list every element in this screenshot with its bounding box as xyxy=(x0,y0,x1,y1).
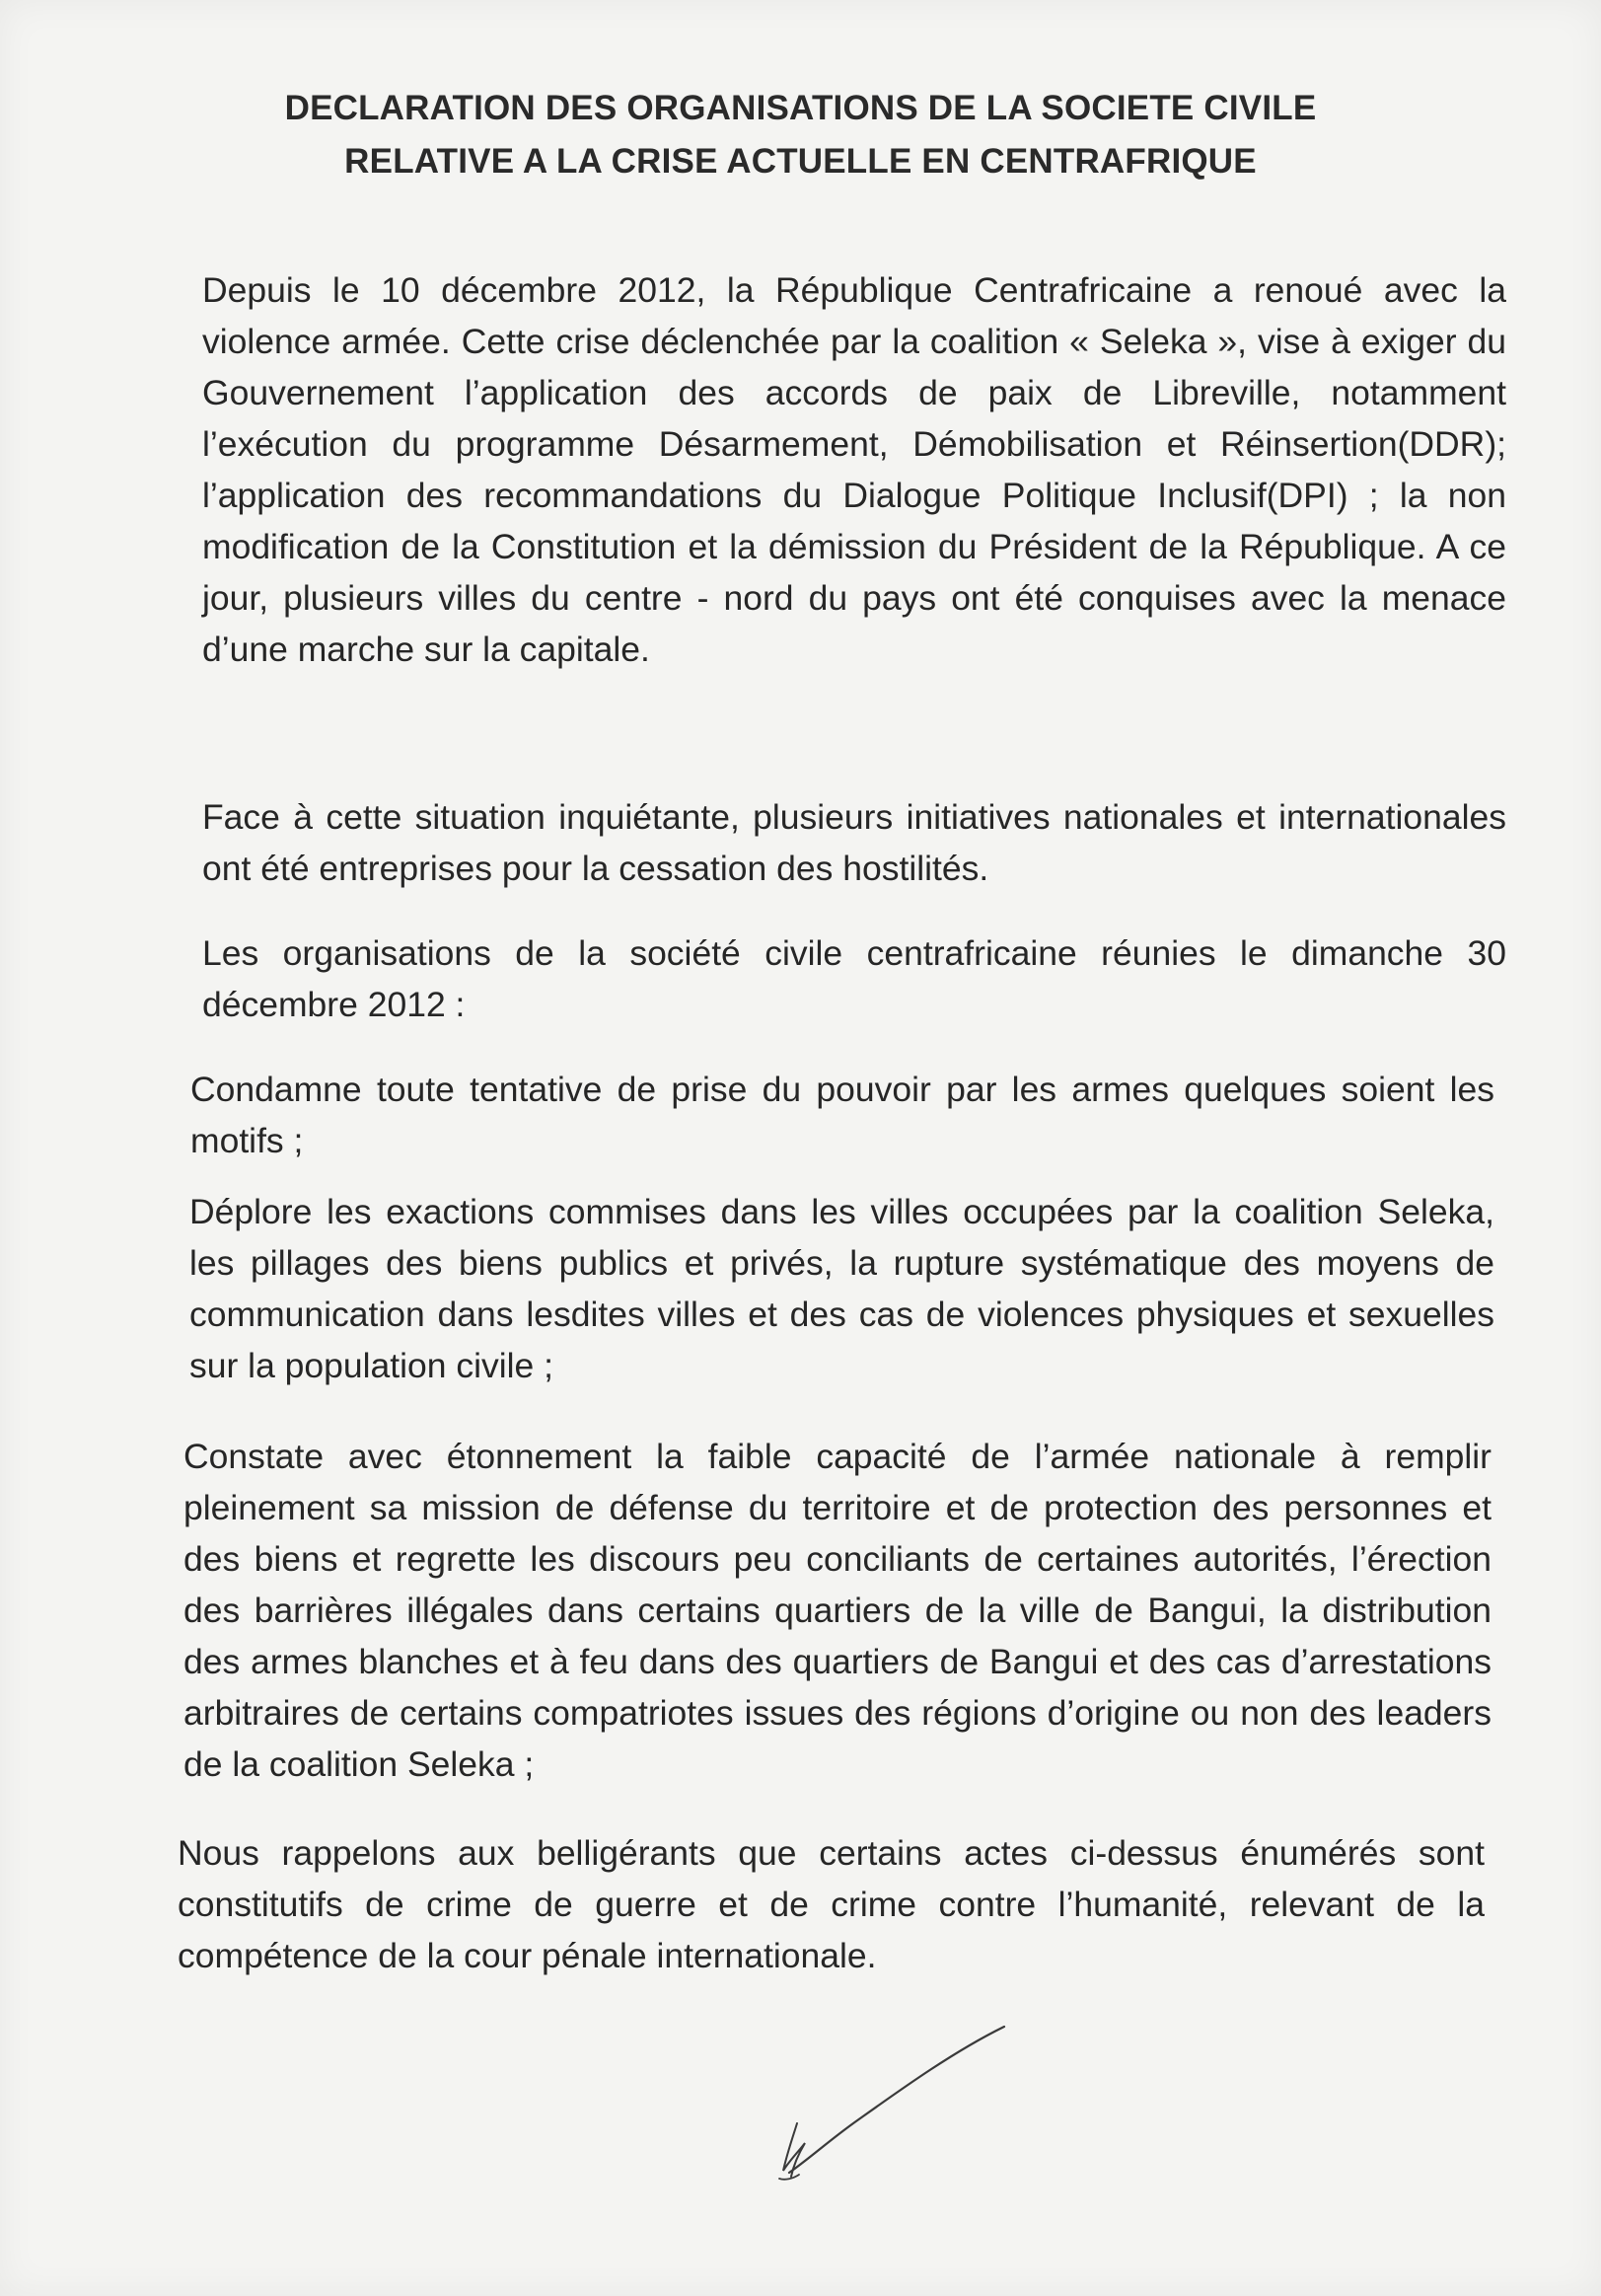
paragraph-context: Depuis le 10 décembre 2012, la République Centrafricaine a renoué avec la violence armée. Cette crise déclenchée par la coalition « Seleka », vise à exiger du Gouvernement l’application des accords de paix de Libreville, notamment l’exécution du programme Désarmement, Démobilisation et Réinsertion(DDR); l’application des recommandations du Dialogue Politique Inclusif(DPI) ; la non modification de la Constitution et la démission du Président de la République. A ce jour, plusieurs villes du centre - nord du pays ont été conquises avec la menace d’une marche sur la capitale. xyxy=(202,270,1506,669)
paragraph-condamne: Condamne toute tentative de prise du pouvoir par les armes quelques soient les motifs ; xyxy=(190,1070,1494,1160)
document-title-line1: DECLARATION DES ORGANISATIONS DE LA SOCIETE CIVILE xyxy=(284,89,1317,127)
paragraph-initiatives: Face à cette situation inquiétante, plusieurs initiatives nationales et internationales ont été entreprises pour la cessation des hostilités. xyxy=(202,797,1506,888)
handwritten-signature-icon xyxy=(750,2013,1026,2190)
paragraph-constate: Constate avec étonnement la faible capacité de l’armée nationale à remplir pleinement sa mission de défense du territoire et de protection des personnes et des biens et regrette les discours peu conciliants de certaines autorités, l’érection des barrières illégales dans certains quartiers de la ville de Bangui, la distribution des armes blanches et à feu dans des quartiers de Bangui et des cas d’arrestations arbitraires de certains compatriotes issues des régions d’origine ou non des leaders de la coalition Seleka ; xyxy=(183,1437,1492,1784)
paragraph-rappel: Nous rappelons aux belligérants que certains actes ci-dessus énumérés sont constitutifs de crime de guerre et de crime contre l’humanité, relevant de la compétence de la cour pénale internationale. xyxy=(178,1833,1485,1975)
paragraph-deplore: Déplore les exactions commises dans les villes occupées par la coalition Seleka, les pillages des biens publics et privés, la rupture systématique des moyens de communication dans lesdites villes et des cas de violences physiques et sexuelles sur la population civile ; xyxy=(189,1192,1494,1385)
paragraph-meeting: Les organisations de la société civile centrafricaine réunies le dimanche 30 décembre 2012 : xyxy=(202,933,1506,1024)
document-title-line2: RELATIVE A LA CRISE ACTUELLE EN CENTRAFRIQUE xyxy=(344,142,1257,181)
